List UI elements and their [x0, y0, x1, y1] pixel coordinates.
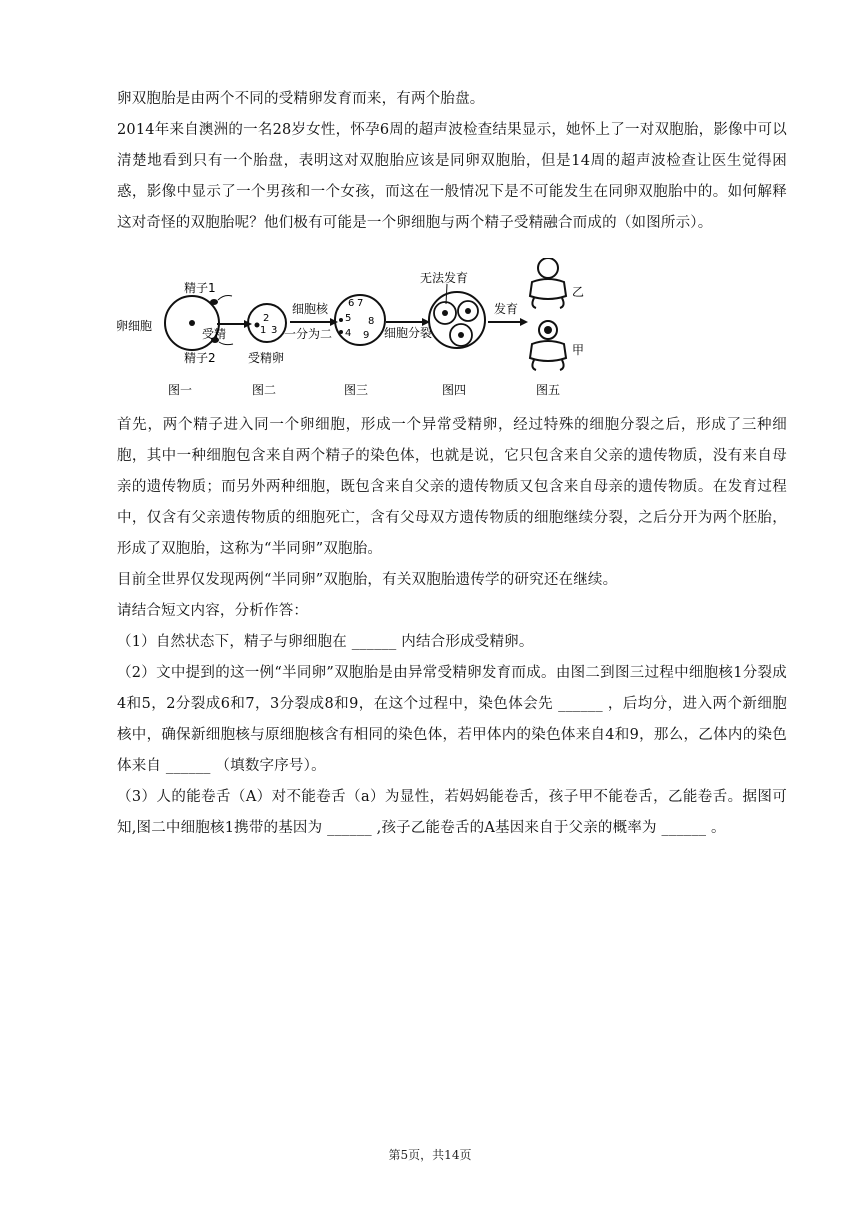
sperm2-label: 精子2 [184, 351, 216, 365]
figure-one [116, 280, 252, 397]
svg-text:5: 5 [345, 313, 352, 324]
zygote-label: 受精卵 [248, 351, 285, 365]
paragraph-explanation: 首先，两个精子进入同一个卵细胞，形成一个异常受精卵，经过特殊的细胞分裂之后，形成了三种细胞，其中一种细胞包含来自两个精子的染色体，也就是说，它只包含来自父亲的遗传物质，没有来自母亲的遗传物质；而另外两种细胞，既包含来自父亲的遗传物质又包含来自母亲的遗传物质。在发育过程中，仅含有父亲遗传物质的细胞死亡，含有父母双方遗传物质的细胞继续分裂，之后分开为两个胚胎，形成了双胞胎，这称为“半同卵”双胞胎。 [117, 417, 787, 557]
fig2-nucleus-1: 1 [260, 325, 267, 336]
figure-five [530, 258, 584, 397]
caption-fig3: 图三 [344, 383, 369, 397]
svg-text:9: 9 [363, 330, 370, 341]
paragraph-instruction: 请结合短文内容，分析作答： [117, 603, 309, 619]
child-a-label: 甲 [572, 343, 585, 357]
page-footer: 第5页，共14页 [388, 1148, 472, 1162]
caption-fig4: 图四 [442, 383, 467, 397]
nucleus-split-label-top: 细胞核 [292, 302, 329, 316]
caption-fig1: 图一 [168, 383, 193, 397]
caption-fig2: 图二 [252, 383, 277, 397]
paragraph-case: 2014年来自澳洲的一名28岁女性，怀孕6周的超声波检查结果显示，她怀上了一对双胞胎，影像中可以清楚地看到只有一个胎盘，表明这对双胞胎应该是同卵双胞胎，但是14周的超声波检查让医生觉得困惑，影像中显示了一个男孩和一个女孩，而这在一般情况下是不可能发生在同卵双胞胎中的。如何解释这对奇怪的双胞胎呢？他们极有可能是一个卵细胞与两个精子受精融合而成的（如图所示）。 [117, 122, 787, 231]
fertilize-label: 受精 [202, 327, 227, 341]
child-b-label: 乙 [572, 285, 585, 299]
paragraph-research: 目前全世界仅发现两例“半同卵”双胞胎，有关双胞胎遗传学的研究还在继续。 [117, 572, 618, 588]
sperm1-label: 精子1 [184, 281, 216, 295]
svg-text:7: 7 [357, 298, 364, 309]
fig2-nucleus-3: 3 [271, 325, 278, 336]
cannot-develop-label: 无法发育 [420, 271, 469, 285]
svg-text:4: 4 [345, 328, 352, 339]
paragraph-intro: 卵双胞胎是由两个不同的受精卵发育而来，有两个胎盘。 [117, 91, 485, 107]
caption-fig5: 图五 [536, 383, 561, 397]
svg-text:8: 8 [368, 316, 375, 327]
nucleus-split-label-bottom: 一分为二 [284, 327, 333, 341]
question-2: （2）文中提到的这一例“半同卵”双胞胎是由异常受精卵发育而成。由图二到图三过程中细胞核1分裂成4和5，2分裂成6和7，3分裂成8和9，在这个过程中，染色体会先 ______ ，后均分，进入两个新细胞核中，确保新细胞核与原细胞核含有相同的染色体，若甲体内的染色体来自4和9，那么，乙体内的染色体来自 ______ （填数字序号）。 [117, 665, 787, 774]
fig2-nucleus-2: 2 [263, 313, 270, 324]
question-3: （3）人的能卷舌（A）对不能卷舌（a）为显性，若妈妈能卷舌，孩子甲不能卷舌，乙能卷舌。据图可知,图二中细胞核1携带的基因为 ______ ,孩子乙能卷舌的A基因来自于父亲的概率为 ______ 。 [117, 789, 787, 836]
egg-label: 卵细胞 [116, 319, 153, 333]
twin-formation-figure [112, 258, 602, 408]
svg-text:6: 6 [348, 298, 355, 309]
figure-two [248, 304, 286, 397]
cell-division-label: 细胞分裂 [384, 326, 433, 340]
develop-label: 发育 [494, 302, 519, 316]
question-1: （1）自然状态下，精子与卵细胞在 ______ 内结合形成受精卵。 [117, 634, 534, 650]
figure-three [335, 295, 385, 397]
